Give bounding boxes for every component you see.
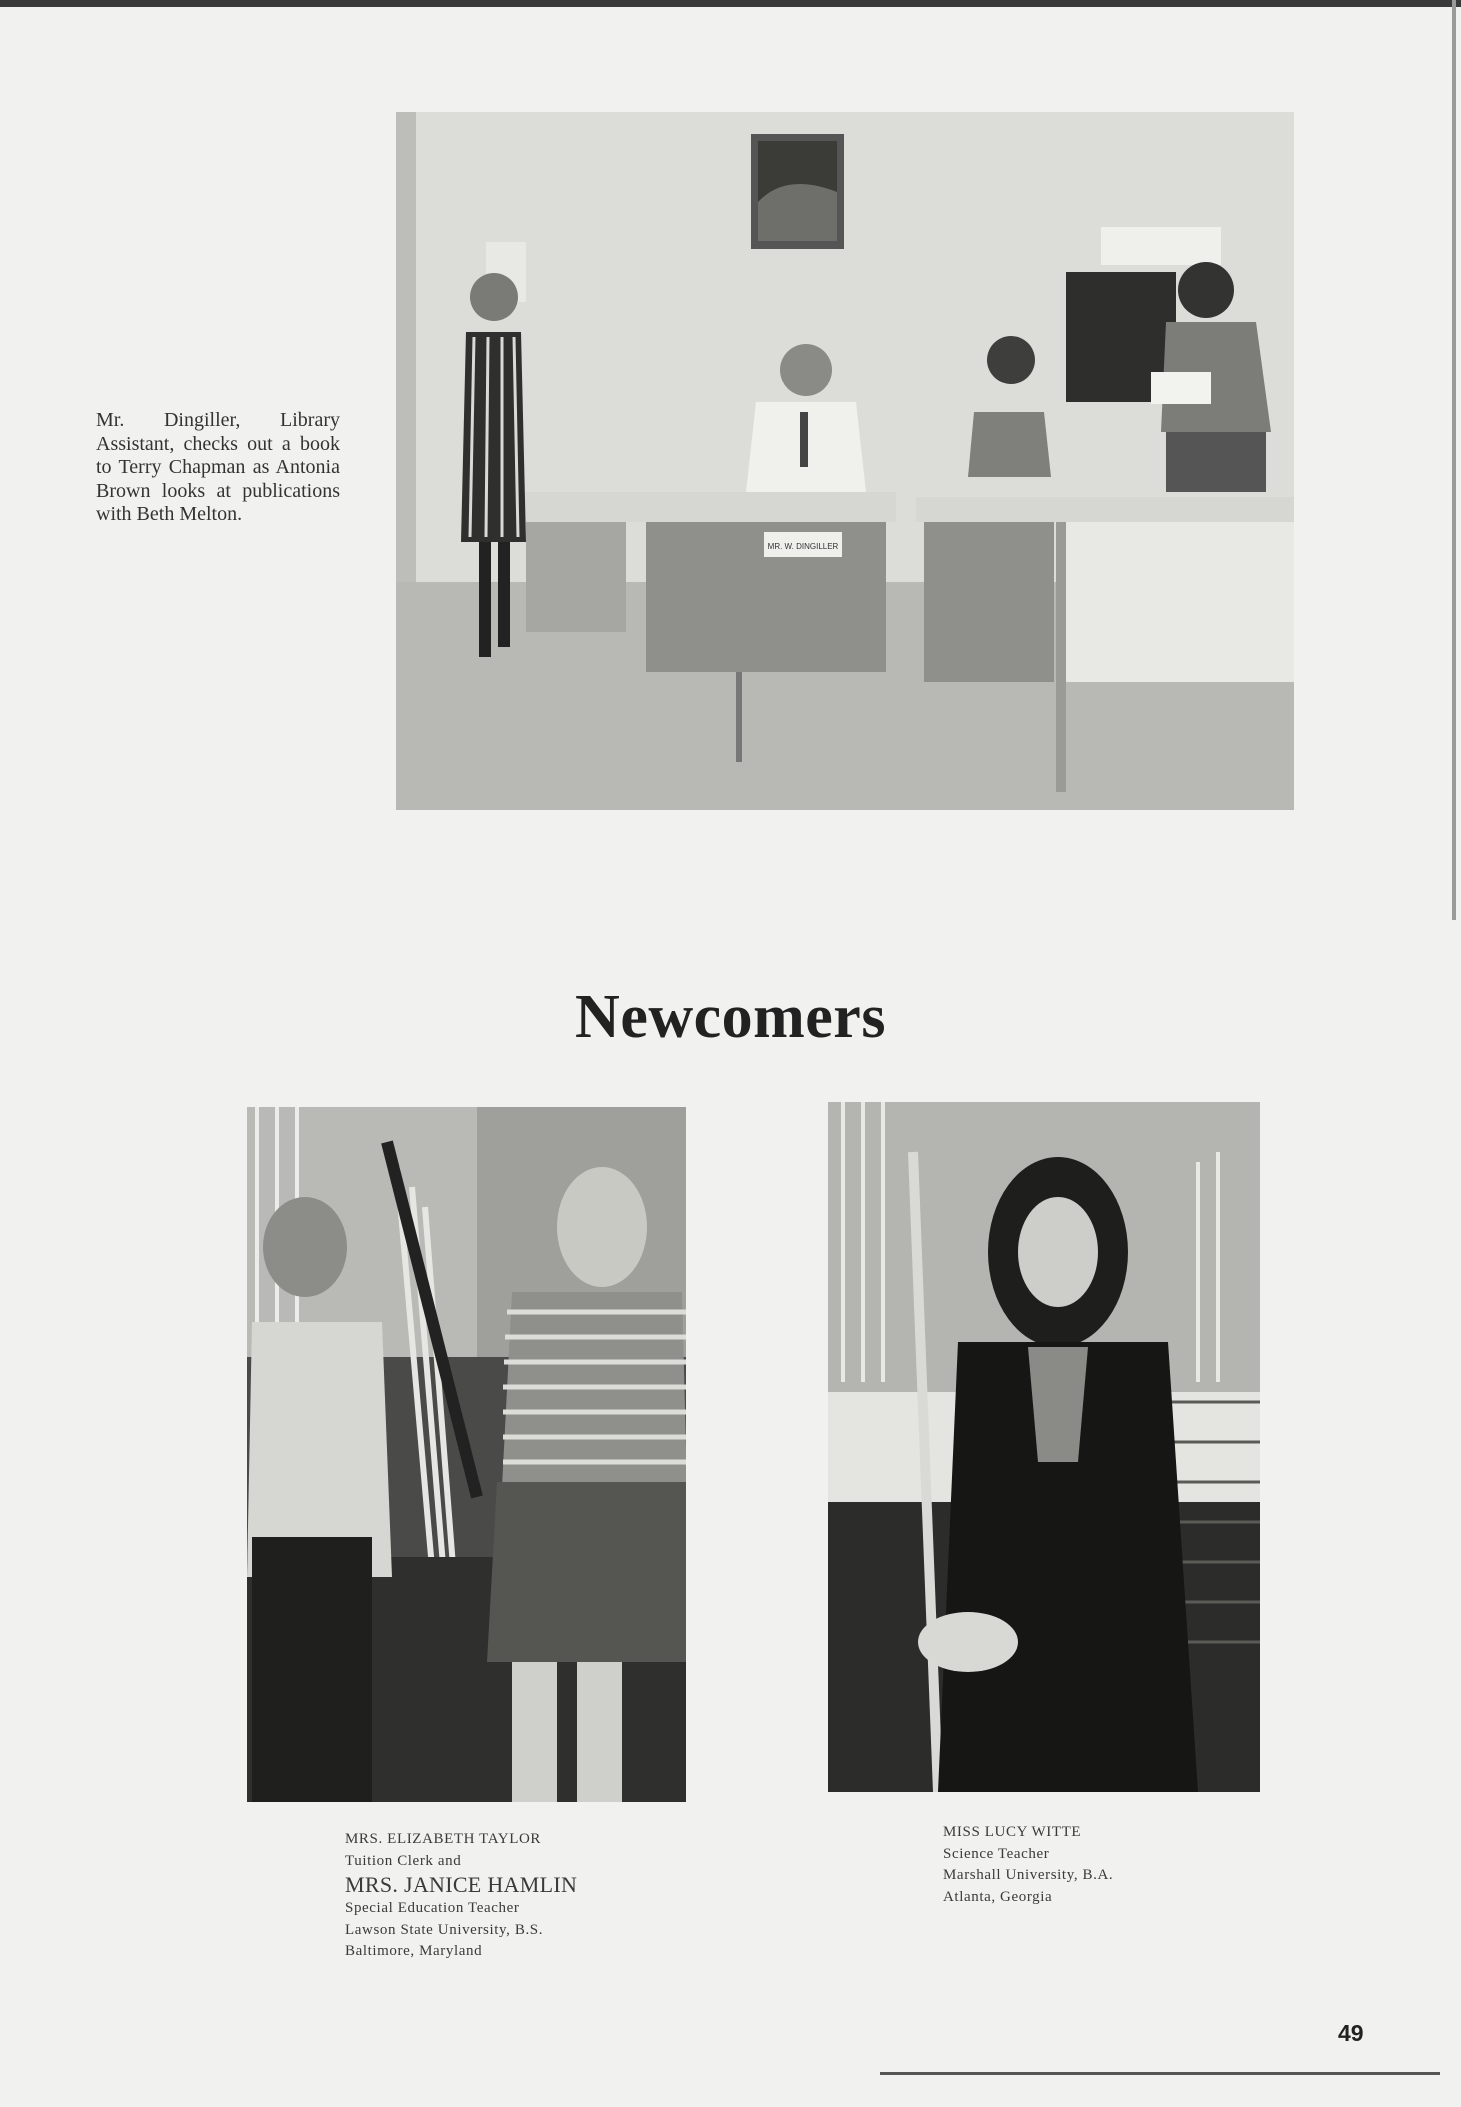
- staff-hometown: Baltimore, Maryland: [345, 1943, 483, 1959]
- staff-school: Marshall University, B.A.: [943, 1867, 1114, 1883]
- staff-hometown: Atlanta, Georgia: [943, 1888, 1053, 1905]
- taylor-hamlin-photo: [247, 1107, 686, 1802]
- page-edge-shadow: [1452, 0, 1456, 920]
- staff-name: MISS LUCY WITTE: [943, 1824, 1082, 1840]
- staff-title: Special Education Teacher: [345, 1900, 520, 1916]
- staff-name: MRS. JANICE HAMLIN: [345, 1872, 578, 1897]
- staff-right-names: [943, 1822, 1113, 1908]
- staff-left-names: [345, 1829, 577, 1963]
- top-edge-rule: [0, 0, 1461, 7]
- staff-school: Lawson State University, B.S.: [345, 1921, 544, 1938]
- bottom-edge-rule: [880, 2072, 1440, 2075]
- page-number: 49: [1338, 2020, 1364, 2046]
- staff-title: Science Teacher: [943, 1845, 1050, 1862]
- staff-name: MRS. ELIZABETH TAYLOR: [345, 1831, 541, 1847]
- library-photo-caption: Mr. Dingiller, Library Assistant, checks out a book to Terry Chapman as Antonia Brown looks at publications with Beth Melton.: [96, 409, 340, 525]
- page-heading: Newcomers: [575, 982, 886, 1051]
- staff-title: Tuition Clerk and: [345, 1852, 462, 1869]
- desk-nameplate-text: MR. W. DINGILLER: [767, 542, 839, 551]
- library-photo: [396, 112, 1294, 810]
- witte-photo: [828, 1102, 1260, 1792]
